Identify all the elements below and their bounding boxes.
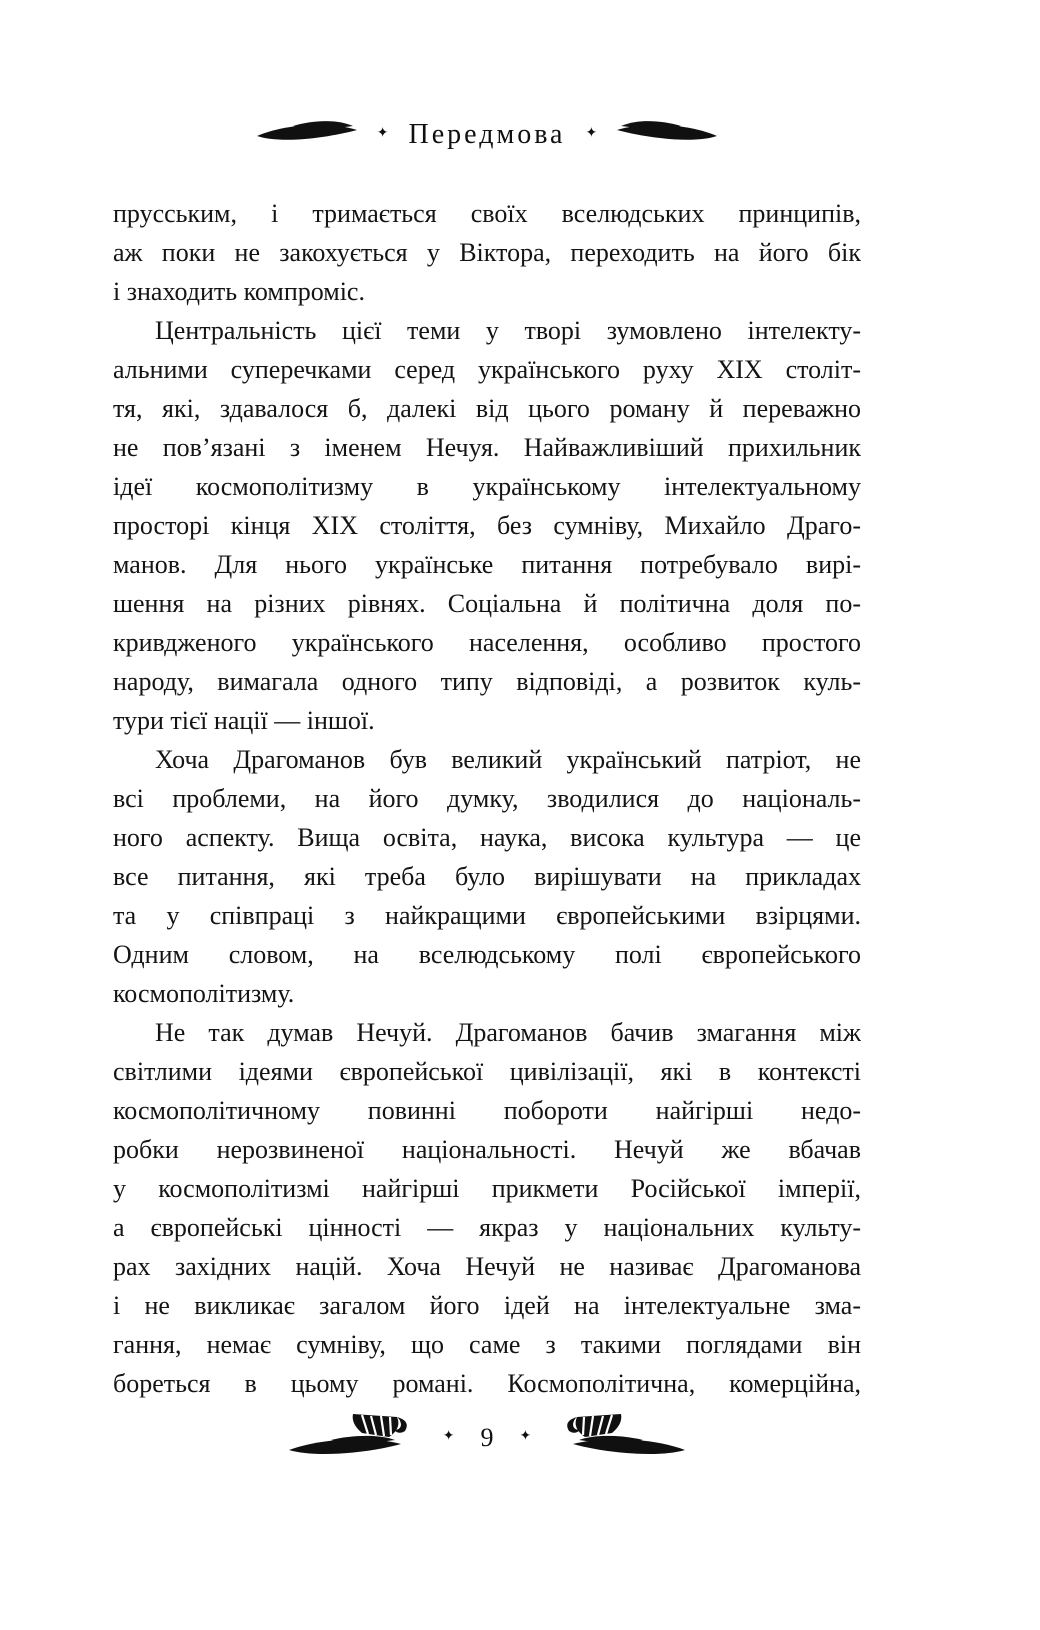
text-line: все питання, які треба було вирішувати на прикладах xyxy=(113,862,861,891)
text-line: народу, вимагала одного типу відповіді, а розвиток куль- xyxy=(113,667,861,696)
text-line: просторі кінця XIX століття, без сумніву, Михайло Драго- xyxy=(113,511,861,540)
diamond-icon: ✦ xyxy=(442,1429,455,1444)
diamond-icon: ✦ xyxy=(585,126,598,141)
text-line: тури тієї нації — іншої. xyxy=(113,706,375,735)
text-line: всі проблеми, на його думку, зводилися до національ- xyxy=(113,784,861,813)
text-line: шення на різних рівнях. Соціальна й політична доля по- xyxy=(113,589,861,618)
footer-ornament-left xyxy=(289,1411,417,1465)
text-line: робки нерозвиненої національності. Нечуй же вбачав xyxy=(113,1135,861,1164)
leaf-flourish-icon xyxy=(289,1434,401,1465)
leaf-flourish-icon xyxy=(573,1434,685,1465)
text-line: альними суперечками серед українського руху XIX століт- xyxy=(113,355,861,384)
text-column xyxy=(113,0,861,1403)
text-line: а європейські цінності — якраз у національних культу- xyxy=(113,1213,861,1242)
text-block xyxy=(113,194,861,1403)
leaf-flourish-left-icon xyxy=(257,119,357,152)
chapter-title: Передмова xyxy=(408,119,566,150)
text-line: тя, які, здавалося б, далекі від цього роману й переважно xyxy=(113,394,861,423)
running-head xyxy=(113,114,861,156)
text-line: бореться в цьому романі. Космополітична, комерційна, xyxy=(113,1369,861,1398)
text-line: і не викликає загалом його ідей на інтелектуальне зма- xyxy=(113,1291,861,1320)
text-line: ного аспекту. Вища освіта, наука, висока культура — це xyxy=(113,823,861,852)
text-line: та у співпраці з найкращими європейськими взірцями. xyxy=(113,901,861,930)
text-line: рах західних націй. Хоча Нечуй не називає Драгоманова xyxy=(113,1252,861,1281)
text-line: космополітизму. xyxy=(113,979,295,1008)
text-line: Не так думав Нечуй. Драгоманов бачив змагання між xyxy=(155,1018,861,1047)
text-line: не пов’язані з іменем Нечуя. Найважливіший прихильник xyxy=(113,433,861,462)
text-line: аж поки не закохується у Віктора, переходить на його бік xyxy=(113,238,861,267)
leaf-flourish-right-icon xyxy=(617,119,717,152)
text-line: манов. Для нього українське питання потребувало вирі- xyxy=(113,550,861,579)
text-line: Центральність цієї теми у творі зумовлено інтелекту- xyxy=(155,316,861,345)
text-line: кривдженого українського населення, особливо простого xyxy=(113,628,861,657)
text-line: у космополітизмі найгірші прикмети Російської імперії, xyxy=(113,1174,861,1203)
text-line: і знаходить компроміс. xyxy=(113,277,365,306)
text-line: Одним словом, на вселюдському полі європейського xyxy=(113,940,861,969)
diamond-icon: ✦ xyxy=(376,126,389,141)
page-footer xyxy=(113,1408,861,1468)
footer-ornament-right xyxy=(557,1411,685,1465)
text-line: Хоча Драгоманов був великий український патріот, не xyxy=(155,745,861,774)
diamond-icon: ✦ xyxy=(519,1429,532,1444)
text-line: ідеї космополітизму в українському інтелектуальному xyxy=(113,472,861,501)
text-line: прусським, і тримається своїх вселюдських принципів, xyxy=(113,199,861,228)
text-line: космополітичному повинні побороти найгірші недо- xyxy=(113,1096,861,1125)
page-number: 9 xyxy=(480,1423,494,1452)
text-line: світлими ідеями європейської цивілізації, які в контексті xyxy=(113,1057,861,1086)
text-line: гання, немає сумніву, що саме з такими поглядами він xyxy=(113,1330,861,1359)
